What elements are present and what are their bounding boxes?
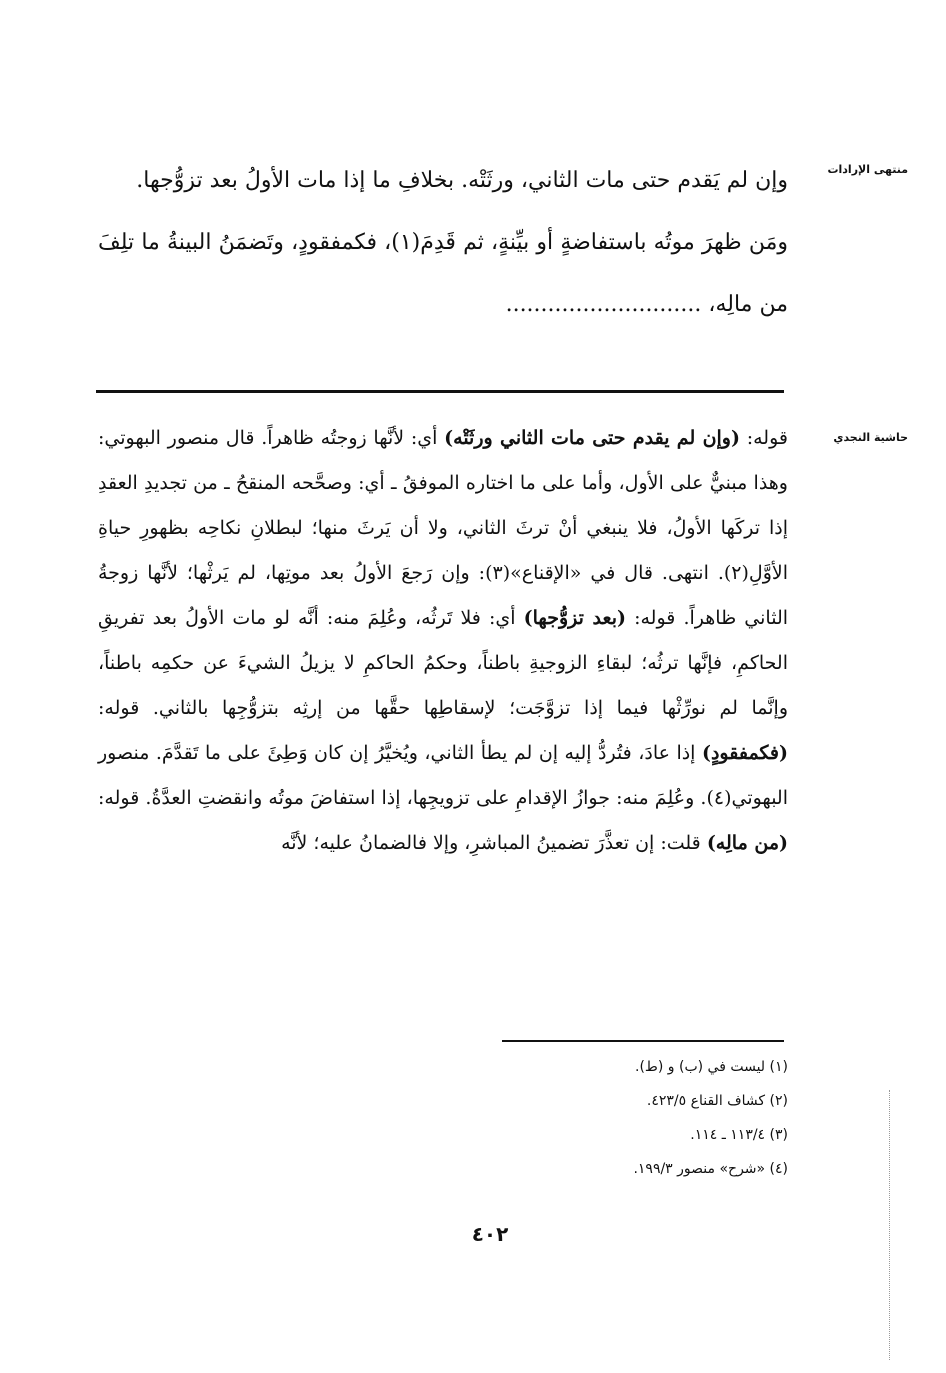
sharh-text-4: قلت: إن تعذَّرَ تضمينُ المباشرِ، وإلا فالضمانُ عليه؛ لأنَّه xyxy=(281,832,707,854)
matn-paragraph-1: وإن لم يَقدم حتى مات الثاني، ورثَتْه. بخلافِ ما إذا مات الأولُ بعد تزوُّجها. xyxy=(136,168,788,193)
matn-text xyxy=(98,150,788,336)
footnote-item: (٤) «شرح» منصور ١٩٩/٣. xyxy=(633,1161,788,1177)
quote-1: (وإن لم يقدم حتى مات الثاني ورثَتْه) xyxy=(444,427,740,449)
sharh-text xyxy=(98,416,788,866)
footnote-item: (٣) ١١٣/٤ ـ ١١٤. xyxy=(690,1127,788,1143)
footnotes xyxy=(388,1050,788,1186)
sharh-text-1: أي: لأنَّها زوجتُه ظاهراً. قال منصور البهوتي: وهذا مبنيٌّ على الأول، وأما على ما اختاره الموفقُ ـ أي: وصحَّحه المنقحُ ـ من تجديدِ العقدِ إذا تركَها الأولُ، فلا ينبغي أنْ ترثَ الثاني، ولا أن يَرثَ منها؛ لبطلانِ نكاحِه بظهورِ حياةِ الأوَّلِ(٢). انتهى. قال في «الإقناع»(٣): وإن رَجعَ الأولُ بعد موتِها، لم يَرثْها؛ لأنَّها زوجةُ الثاني ظاهراً. قوله: xyxy=(98,427,789,629)
quote-3: (فكمفقودٍ) xyxy=(701,742,788,764)
quote-2: (بعد تزوُّجها) xyxy=(523,607,626,629)
sharh-text-2: أي: فلا تَرثُه، وعُلِمَ منه: أنَّه لو مات الأولُ بعد تفريقِ الحاكمِ، فإنَّها ترثُه؛ لبقاءِ الزوجيةِ باطناً، وحكمُ الحاكمِ لا يزيلُ الشيءَ عن حكمِه باطناً، وإنَّما لم نورِّثْها فيما إذا تزوَّجَت؛ لإسقاطِها حقَّها من إرثِه بتزوُّجِها بالثاني. قوله: xyxy=(98,607,788,719)
section-divider xyxy=(96,390,784,393)
footnote-item: (٢) كشاف القناع ٤٢٣/٥. xyxy=(646,1093,788,1109)
footnote-divider xyxy=(502,1040,784,1042)
page-number: ٤٠٢ xyxy=(471,1222,509,1246)
side-label-matn: منتهى الإرادات xyxy=(827,163,908,176)
margin-dots xyxy=(889,1090,891,1360)
matn-paragraph-2: ومَن ظهرَ موتُه باستفاضةٍ أو بيِّنةٍ، ثم قَدِمَ(١)، فكمفقودٍ، وتَضمَنُ البينةُ ما تلِفَ من مالِه، ............................ xyxy=(98,230,788,317)
sharh-text-3: إذا عادَ، فتُردُّ إليه إن لم يطأ الثاني، ويُخيَّرُ إن كان وَطِئَ على ما تَقدَّمَ. منصور البهوتي(٤). وعُلِمَ منه: جوازُ الإقدامِ على تزويجِها، إذا استفاضَ موتُه وانقضتِ العدَّةُ. قوله: xyxy=(98,742,788,809)
quote-4: (من مالِه) xyxy=(706,832,788,854)
sharh-lead: قوله: xyxy=(739,427,788,449)
footnote-item: (١) ليست في (ب) و (ط). xyxy=(635,1059,788,1075)
side-label-sharh: حاشية النجدي xyxy=(833,431,908,444)
